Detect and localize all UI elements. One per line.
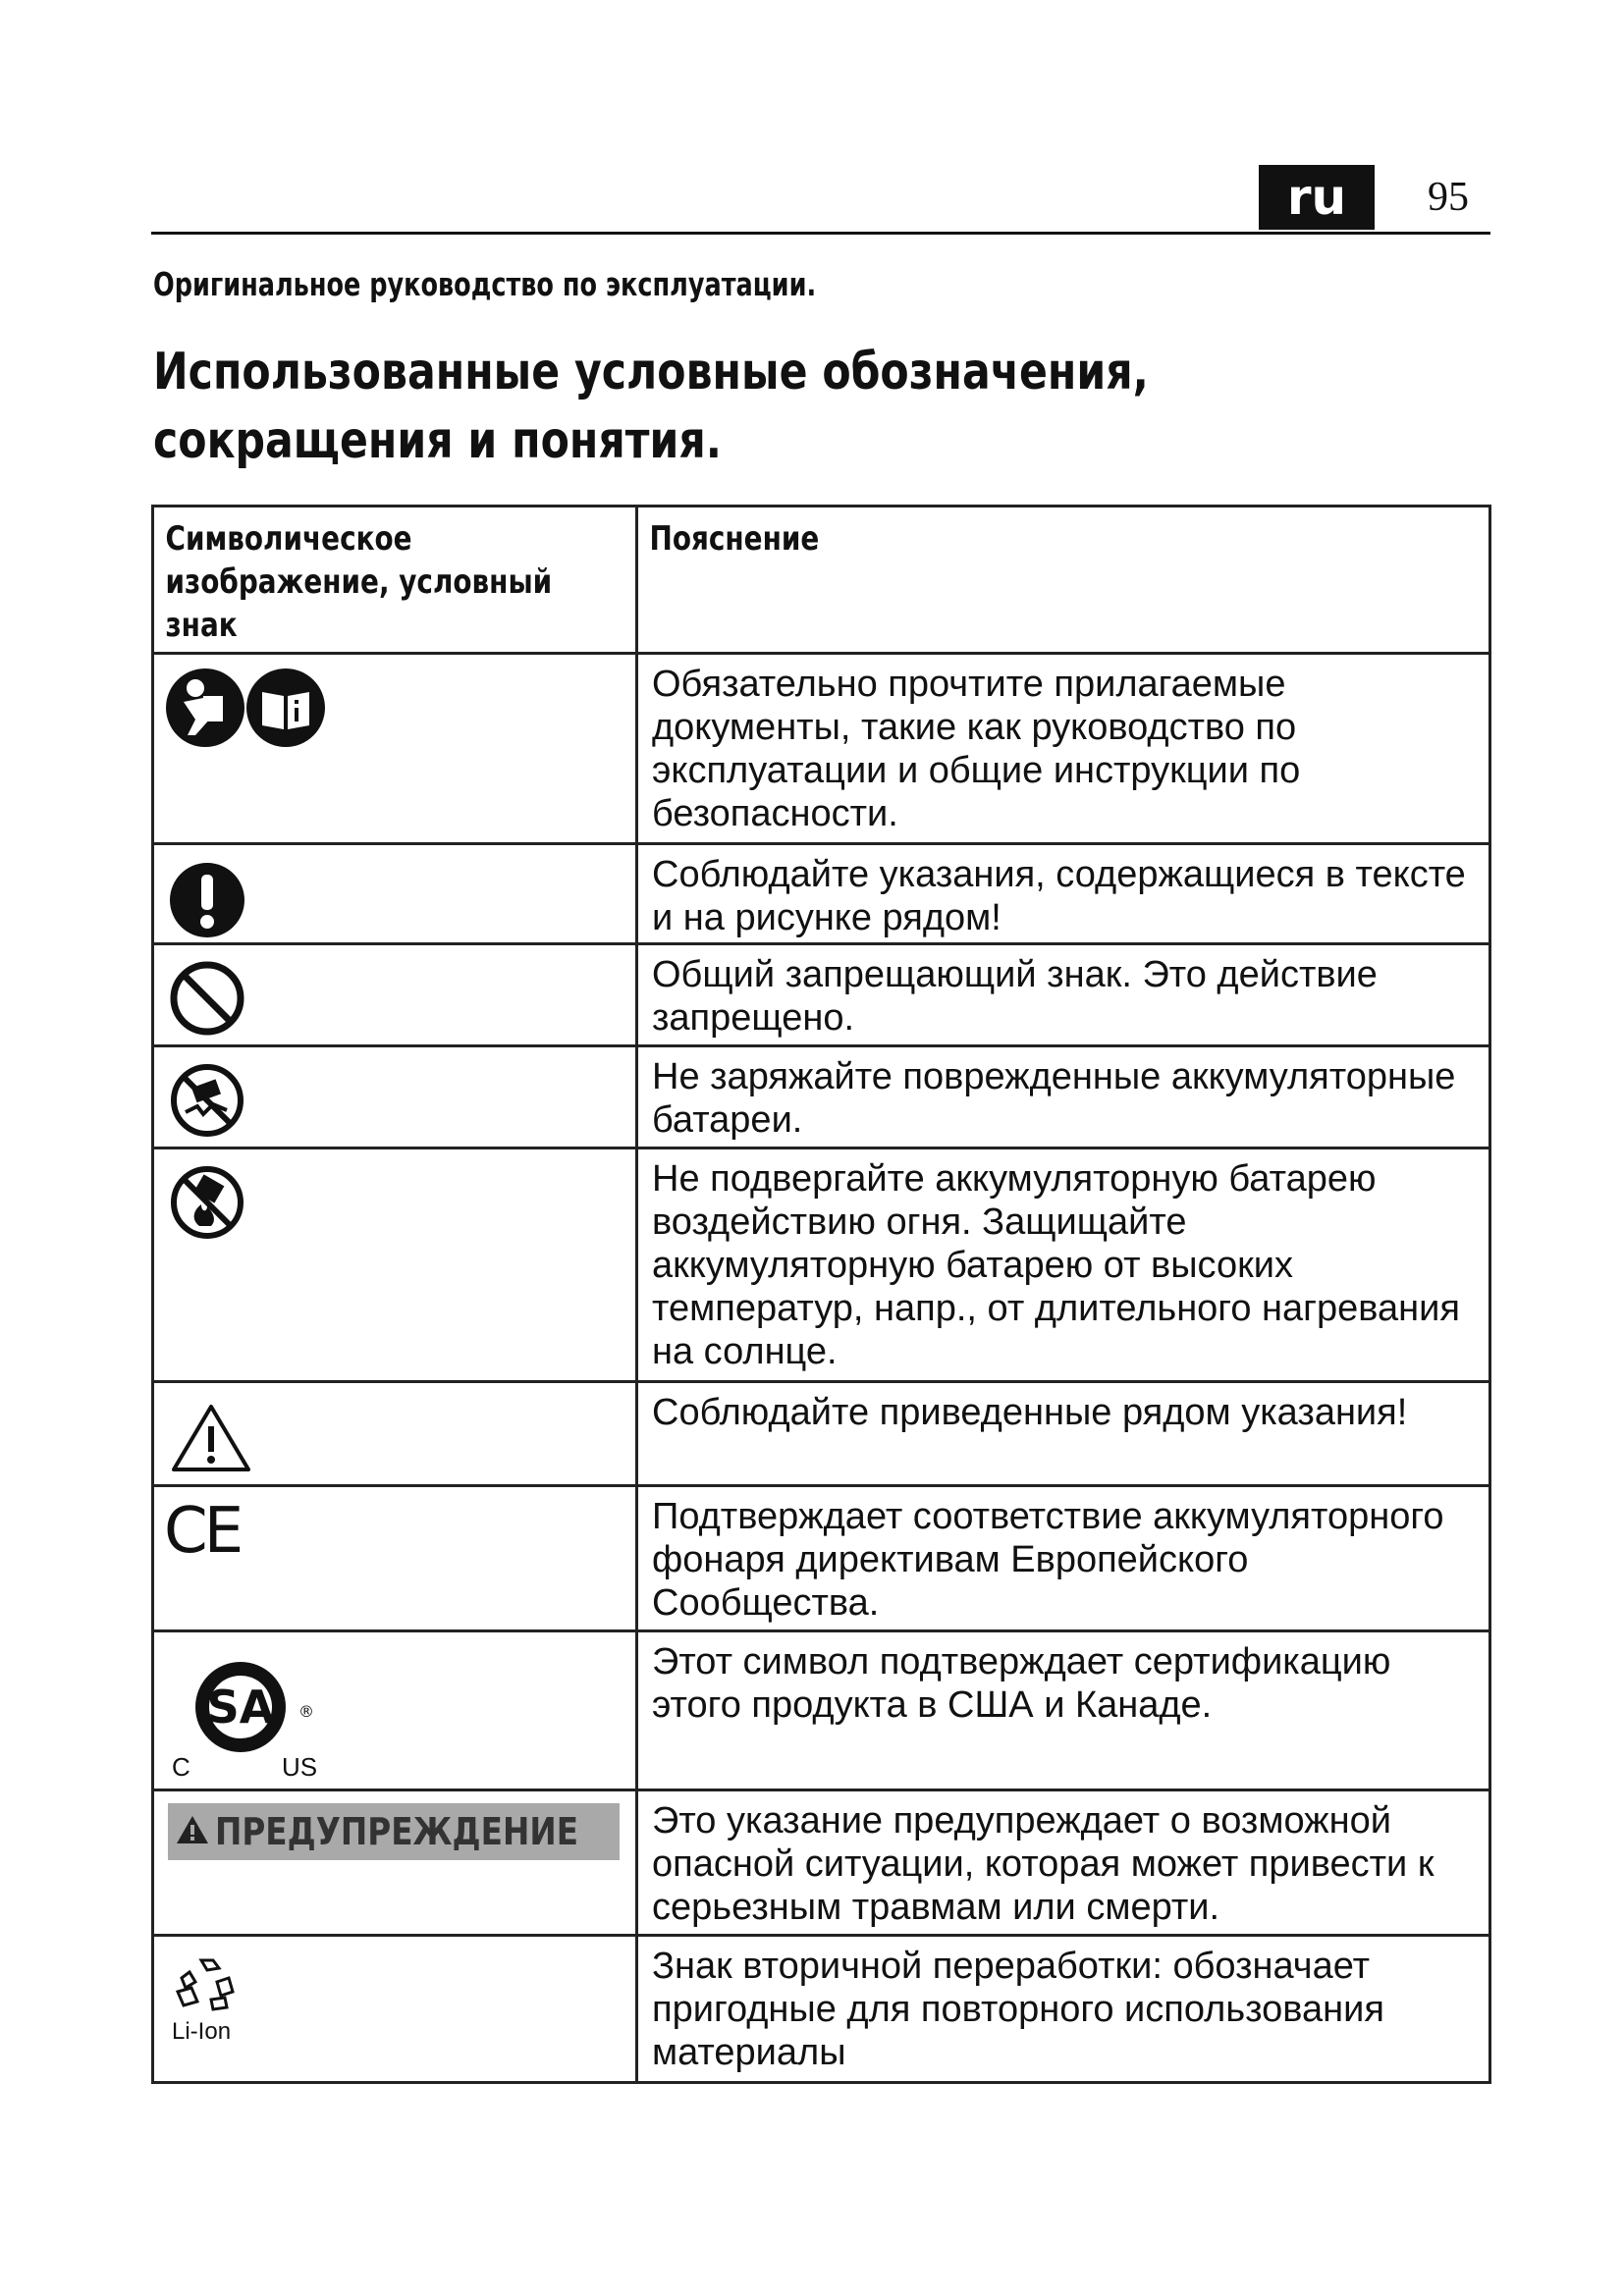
- table-row: [153, 944, 1490, 1046]
- symbol-cell: [153, 1382, 637, 1486]
- csa-logo-text: SA: [206, 1681, 275, 1734]
- table-row: [153, 1148, 1490, 1382]
- page-header: [151, 165, 1490, 235]
- table-row: [153, 1046, 1490, 1148]
- symbol-cell: [153, 654, 637, 844]
- symbol-cell: [153, 1790, 637, 1936]
- recycling-icon: [168, 1949, 256, 2047]
- explanation-cell: Это указание предупреждает о возможной опасной ситуации, которая может привести к серьезным травмам или смерти.: [637, 1790, 1490, 1936]
- li-ion-label: Li-Ion: [172, 2018, 232, 2045]
- warning-triangle-icon: [170, 1401, 252, 1473]
- prohibition-icon: [168, 959, 246, 1038]
- ce-mark-icon: CE: [164, 1495, 241, 1568]
- explanation-cell: Знак вторичной переработки: обозначает пригодные для повторного использования материалы: [637, 1936, 1490, 2083]
- csa-mark-icon: [164, 1644, 360, 1782]
- explanation-cell: Подтверждает соответствие аккумуляторного фонаря директивам Европейского Сообщества.: [637, 1486, 1490, 1631]
- symbol-cell: [153, 1936, 637, 2083]
- csa-us-label: US: [282, 1752, 318, 1782]
- symbol-cell: [153, 1631, 637, 1790]
- csa-c-label: C: [172, 1752, 190, 1782]
- explanation-cell: Не подвергайте аккумуляторную батарею воздействию огня. Защищайте аккумуляторную батарею от высоких температур, напр., от длительного нагревания на солнце.: [637, 1148, 1490, 1382]
- language-badge: ru: [1259, 165, 1375, 230]
- no-fire-battery-icon: [168, 1163, 246, 1242]
- no-charging-damaged-battery-icon: [168, 1061, 246, 1140]
- section-title: Использованные условные обозначения, сокращения и понятия.: [153, 343, 1149, 470]
- table-row: [153, 1486, 1490, 1631]
- table-row: [153, 1936, 1490, 2083]
- warning-label-triangle-icon: [176, 1815, 209, 1844]
- table-row: [153, 1631, 1490, 1790]
- explanation-cell: Соблюдайте указания, содержащиеся в тексте и на рисунке рядом!: [637, 844, 1490, 944]
- symbol-cell: [153, 944, 637, 1046]
- symbol-cell: [153, 1486, 637, 1631]
- explanation-cell: Общий запрещающий знак. Это действие запрещено.: [637, 944, 1490, 1046]
- header-explanation: Пояснение: [637, 507, 1490, 654]
- explanation-cell: Этот символ подтверждает сертификацию этого продукта в США и Канаде.: [637, 1631, 1490, 1790]
- explanation-cell: Соблюдайте приведенные рядом указания!: [637, 1382, 1490, 1486]
- page-number: 95: [1428, 175, 1469, 220]
- table-row: [153, 654, 1490, 844]
- symbol-cell: [153, 844, 637, 944]
- warning-label-text: ПРЕДУПРЕЖДЕНИЕ: [215, 1810, 579, 1853]
- header-symbol: Символическое изображение, условный знак: [153, 507, 637, 654]
- table-row: [153, 1382, 1490, 1486]
- warning-label-icon: [168, 1803, 620, 1860]
- read-manual-icon: [166, 667, 343, 749]
- explanation-cell: Обязательно прочтите прилагаемые документы, такие как руководство по эксплуатации и общие инструкции по безопасности.: [637, 654, 1490, 844]
- symbol-cell: [153, 1046, 637, 1148]
- symbols-table: [151, 505, 1491, 2084]
- exclamation-mandatory-icon: [168, 861, 246, 939]
- symbol-cell: [153, 1148, 637, 1382]
- table-header-row: [153, 507, 1490, 654]
- document-subtitle: Оригинальное руководство по эксплуатации.: [153, 265, 817, 303]
- registered-mark: ®: [298, 1702, 314, 1721]
- explanation-cell: Не заряжайте поврежденные аккумуляторные батареи.: [637, 1046, 1490, 1148]
- table-row: [153, 1790, 1490, 1936]
- table-row: [153, 844, 1490, 944]
